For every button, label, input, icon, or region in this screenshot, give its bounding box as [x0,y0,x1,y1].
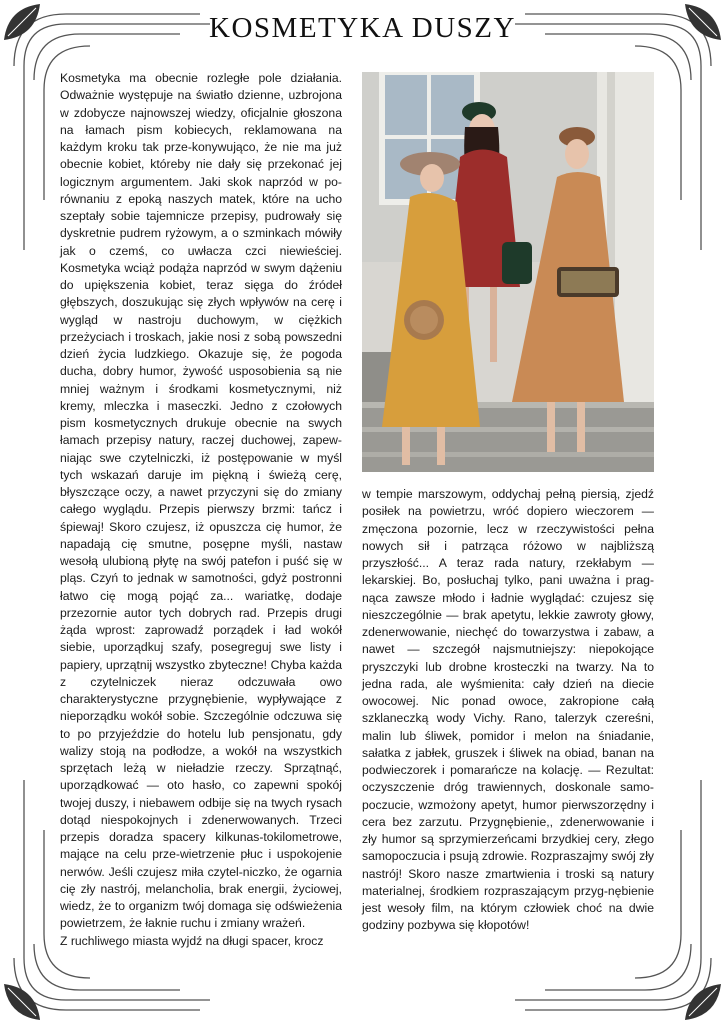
leaf-icon [685,984,721,1020]
leaf-icon [4,984,40,1020]
left-text-column [60,70,342,950]
frame-line [545,944,691,990]
photo-three-women-vintage-dresses [362,72,654,472]
body-paragraph: Kosmetyka ma obecnie rozległe pole działania. Odważnie występuje na światło dzienne, uzbrojona w zdobycze najnowszej wiedzy, oficjalnie głoszona na łamach pism kobiecych, reklamowana na każdym kroku tak prze-konywująco, że nie ma już obecnie kobiet, któreby nie dały się przekonać jej logicznym argumentem. Jaki skok naprzód w po-równaniu z epoką naszych matek, które na ucho szeptały sobie tajemnicze przepisy, pudrowały się dyskretnie pudrem ryżowym, a o szminkach mówiły jak o czemś, co uwłacza czci niewieściej. Kosmetyka wciąż podąża naprzód w swym dążeniu do upiększenia kobiet, teraz sięga do źródeł głębszych, doszukując się złych wpływów na cerę i wygląd w nastroju duchowym, w ciężkich przeżyciach i troskach, jakie nosi z sobą powszedni dzień życia ludzkiego. Okazuje się, że pogoda ducha, dobry humor, żywość usposobienia są nie mniej ważnym i środkami kosmetycznymi, niż kremy, mleczka i maseczki. Jedno z czołowych pism kosmetycznych drukuje obecnie na swych łamach przepisy natury, raczej duchowej, zapew-niając swe czytelniczki, iż postępowanie w myśl tych wskazań daruje im piękną i świeżą cerę, błyszczące oczy, a nawet przyczyni się do zmiany całego wyglądu. Przepis pierwszy brzmi: tańcz i śpiewaj! Skoro czujesz, iż opuszcza cię humor, że napadają cię smutne, posępne myśli, nastaw wesołą ulubioną płytę na swój patefon i puść się w pląs. Czyń to jednak w samotności, gdyż postronni łatwo cię mogą pojąć za... wariatkę, dodaje przezornie autor tych dobrych rad. Przepis drugi żąda wprost: zaprowadź porządek i ład wokół siebie, uporządkuj szafy, posegreguj swe listy i papiery, uprzątnij wszystko zbyteczne! Chyba każda z czytelniczek nieraz odczuwała owo charakterystyczne przygnębienie, wypływające z nieporządku wokół sobie. Szczególnie odczuwa się to po przyjeździe do hotelu lub pensjonatu, gdy walizy stoją na podłodze, a wokół na wszystkich sprzętach leżą w nieładzie rzeczy. Sprzątnąć, uporządkować — oto hasło, co zapewni spokój twojej duszy, i niebawem odbije się na twych rysach dotąd niespokojnych i zdenerwowanych. Trzeci przepis doradza spacery kilkunas-tokilometrowe, mające na celu prze-wietrzenie płuc i uspokojenie nerwów. Jeśli czujesz miła czytel-niczko, że ogarnia cię zły nastrój, melancholia, brak energii, życiowej, wiedz, że to organizm twój domaga się odświeżenia powietrzem, że łaknie ruchu i zmiany wrażeń. [60,71,342,931]
frame-line [14,958,200,1010]
page-title: KOSMETYKA DUSZY [209,12,516,44]
frame-line [34,944,180,990]
right-text-column [362,486,654,935]
body-paragraph: w tempie marszowym, oddychaj pełną piersią, zjedź posiłek na powietrzu, wróć dopiero wieczorem — zmęczona pozornie, lecz w rzeczywistości pełna nowych sił i patrząca różowo w najbliższą przyszłość... A teraz rada natury, rzekłabym — lekarskiej. Bo, posłuchaj tylko, pani uważna i prag-nąca zawsze młodo i ładnie wyglądać: czujesz się nieszczególnie — brak apetytu, lekkie zawroty głowy, zdenerwowanie, niechęć do towarzystwa i zabaw, a nawet — szczegół najsmutniejszy: niepokojące pryszczyki lub drobne krosteczki na twarzy. Na to jedna rada, ale wyśmienita: cały dzień na diecie owocowej. Nic ponad owoce, zakropione całą szklaneczką wody Vichy. Rano, talerzyk czereśni, malin lub śliwek, pomidor i melon na śniadanie, sałatka z jabłek, gruszek i śliwek na obiad, banan na podwieczorek i pomarańcze na kolację. — Rezultat: oczyszczenie dróg trawiennych, doskonale samo-poczucie, wzmożony apetyt, humor pierwszorzędny i cera bez zarzutu. Przygnębienie,, zdenerwowanie i zły humor są sprzymierzeńcami brzydkiej cery, złego samopoczucia i psują zdrowie. Rozpraszajmy swój zły nastrój! Skoro nasze zmartwienia i troski są natury materialnej, środkiem rozpraszającym przyg-nębienie jest wesoły film, na którym człowiek choć na dwie godziny pozbywa się kłopotów! [362,487,654,933]
body-paragraph: Z ruchliwego miasta wyjdź na długi spacer, krocz [60,933,324,948]
frame-line [525,958,711,1010]
